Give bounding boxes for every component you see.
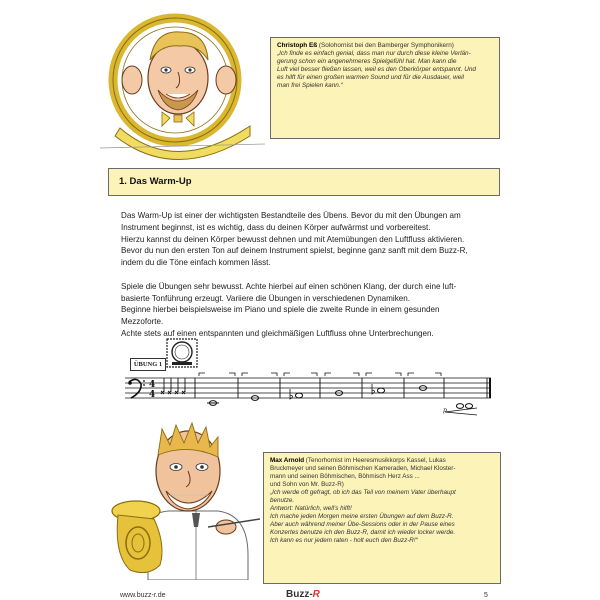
dynamic-marking: p: [443, 407, 447, 414]
time-signature-bottom: 4: [149, 390, 156, 400]
tenor-horn-player-caricature-illustration: [108, 415, 260, 580]
quote-box-christoph: [270, 37, 500, 139]
footer-website-link[interactable]: www.buzz-r.de: [120, 592, 166, 599]
exercise-label: ÜBUNG 1: [130, 358, 166, 371]
quote-author-name: Christoph Eß: [277, 42, 318, 49]
paragraph-warmup: [121, 210, 491, 269]
quote-author-role-line: Bruckmeyer und seinen Böhmischen Kameraden, Michael Kloster-: [270, 465, 456, 473]
text-line: Das Warm-Up ist einer der wichtigsten Bestandteile des Übens. Bevor du mit den Übungen am: [121, 211, 461, 220]
quote-author-role-line: mann und seinen Böhmischen, Böhmisch Herz Ass ...: [270, 473, 420, 481]
quote-line: „Ich werde oft gefragt, ob ich das Teil von meinem Vater überhaupt: [270, 489, 456, 497]
quote-line: Ich mache jeden Morgen meine ersten Übungen auf dem Buzz-R.: [270, 513, 454, 521]
quote-box-max-arnold: [263, 452, 501, 584]
quote-author-role-line: und Sohn von Mr. Buzz-R): [270, 481, 344, 489]
horn-player-caricature-illustration: [100, 8, 265, 168]
text-line: Mezzoforte.: [121, 317, 164, 327]
body-text: [121, 210, 491, 352]
quote-author-role: (Tenorhornist im Heeresmusikkorps Kassel, Lukas: [304, 457, 446, 464]
quote-line: gerung schon ein angenehmeres Spielgefühl hat. Man kann die: [277, 58, 457, 65]
time-signature-top: 4: [149, 380, 156, 390]
logo-text: Buzz-: [286, 589, 313, 600]
section-title: 1. Das Warm-Up: [119, 176, 192, 187]
text-line: Achte stets auf einen entspannten und gleichmäßigen Luftfluss ohne Unterbrechungen.: [121, 328, 434, 338]
paragraph-practice: [121, 281, 491, 340]
quote-author-role: (Solohornist bei den Bamberger Symphonikern): [318, 42, 454, 49]
quote-line: „Ich finde es einfach genial, dass man nur durch diese kleine Verlän-: [277, 50, 471, 57]
buzz-r-logo: [286, 589, 320, 600]
quote-line: benutze.: [270, 497, 295, 505]
text-line: Spiele die Übungen sehr bewusst. Achte hierbei auf einen schönen Klang, der durch eine luft-: [121, 281, 457, 291]
text-line: Bevor du nun den ersten Ton auf deinem Instrument spielst, beginne ganz sanft mit dem Buzz-R,: [121, 246, 468, 256]
quote-text: [270, 489, 494, 545]
text-line: indem du die Töne einfach kommen lässt.: [121, 258, 271, 268]
quote-text: [277, 50, 493, 90]
quote-author-name: Max Arnold: [270, 457, 305, 464]
quote-line: Antwort: Natürlich, well's hilft!: [270, 505, 352, 513]
quote-line: Luft viel besser fließen lassen, weil es den Oberkörper entspannt. Und: [277, 66, 476, 73]
page-number: 5: [484, 592, 488, 599]
text-line: Hierzu kannst du deinen Körper bewusst dehnen und mit Atemübungen den Luftfluss aktivieren.: [121, 234, 465, 244]
text-line: Instrument beginnst, ist es wichtig, dass du deinen Körper aufwärmst und vorbereitest.: [121, 222, 431, 232]
quote-line: es hilft für einen großen warmen Sound und für die Ausdauer, weil: [277, 74, 464, 81]
quote-line: man frei Spielen kann.“: [277, 82, 343, 89]
text-line: Beginne hierbei beispielsweise im Piano und spiele die zweite Runde in einem gesunden: [121, 305, 440, 315]
buzz-r-stamp-icon: [166, 338, 198, 368]
quote-line: Konzertes benutze ich den Buzz-R, damit ich wieder locker werde.: [270, 529, 456, 537]
quote-line: Ich kann es nur jedem raten - holt euch den Buzz-R!“: [270, 537, 418, 545]
logo-r: R: [312, 589, 320, 600]
text-line: basierte Tonführung erzeugt. Variiere die Übungen in verschiedenen Dynamiken.: [121, 293, 411, 303]
quote-line: Aber auch während meiner Übe-Sessions oder in der Pause eines: [270, 521, 455, 529]
section-header: [108, 168, 500, 196]
music-staff-exercise: [125, 372, 493, 416]
